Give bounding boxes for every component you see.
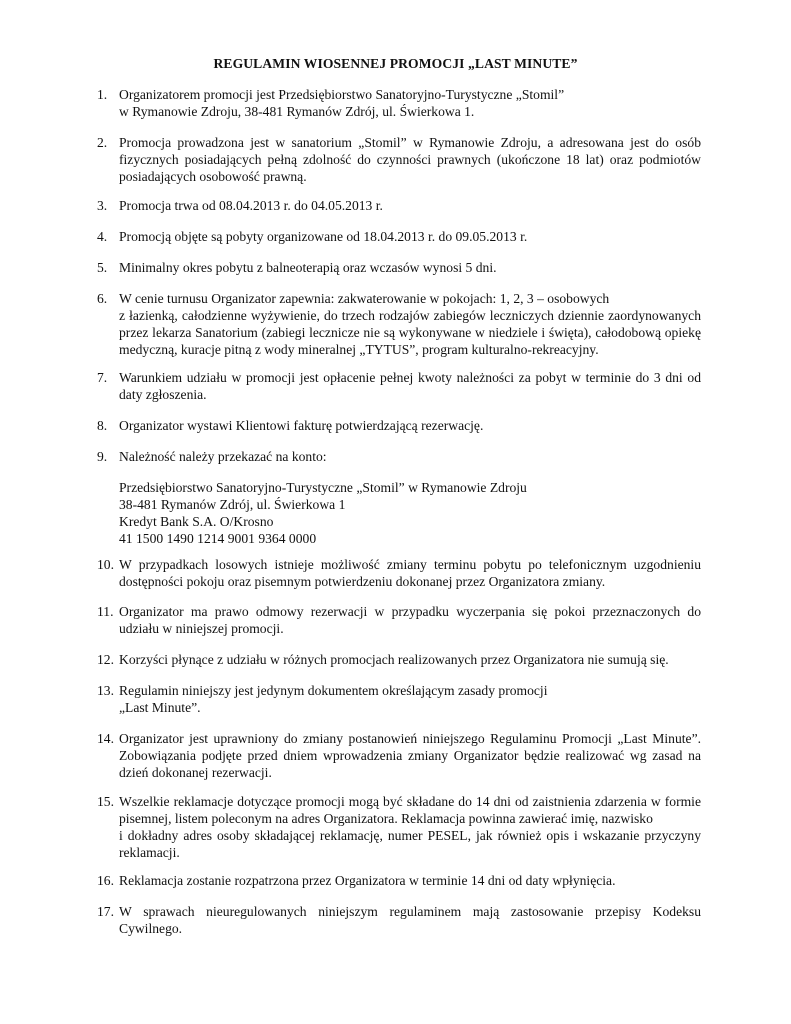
item-text	[119, 730, 701, 781]
item-text-line: daty zgłoszenia.	[119, 387, 207, 402]
document-title: REGULAMIN WIOSENNEJ PROMOCJI „LAST MINUTE”	[213, 56, 578, 71]
item-number: 8.	[97, 418, 108, 433]
item-number: 16.	[97, 873, 114, 888]
item-text	[119, 228, 701, 245]
bank-detail-line: 41 1500 1490 1214 9001 9364 0000	[119, 531, 317, 546]
item-text	[119, 682, 701, 716]
item-number: 5.	[97, 260, 108, 275]
item-text-line: z łazienką, całodzienne wyżywienie, do trzech rodzajów zabiegów leczniczych dziennie zaordynowanych	[119, 308, 701, 323]
item-text-line: w Rymanowie Zdroju, 38-481 Rymanów Zdrój, ul. Świerkowa 1.	[119, 104, 475, 119]
item-text-line: Wszelkie reklamacje dotyczące promocji mogą być składane do 14 dni od zaistnienia zdarzenia w formie	[119, 794, 701, 809]
item-text	[119, 417, 701, 434]
item-text	[119, 86, 701, 120]
item-number: 17.	[97, 904, 114, 919]
item-text	[119, 872, 701, 889]
item-number: 14.	[97, 731, 114, 746]
item-number: 10.	[97, 557, 114, 572]
item-text	[119, 259, 701, 276]
item-number: 4.	[97, 229, 108, 244]
item-number: 11.	[97, 604, 114, 619]
item-number: 3.	[97, 198, 108, 213]
item-text-line: reklamacji.	[119, 845, 180, 860]
item-text	[119, 903, 701, 937]
item-text	[119, 556, 701, 590]
item-text-line: Regulamin niniejszy jest jedynym dokumentem określającym zasady promocji	[119, 683, 548, 698]
item-text	[119, 134, 701, 185]
item-text-line: pisemnej, listem poleconym na adres Organizatora. Reklamacja powinna zawierać imię, nazwisko	[119, 811, 653, 826]
item-text-line: W przypadkach losowych istnieje możliwość zmiany terminu pobytu po telefonicznym uzgodnieniu	[119, 557, 701, 572]
item-text	[119, 793, 701, 861]
item-text-line: Promocja trwa od 08.04.2013 r. do 04.05.2013 r.	[119, 198, 383, 213]
item-text	[119, 651, 701, 668]
item-text-line: Promocja prowadzona jest w sanatorium „Stomil” w Rymanowie Zdroju, a adresowana jest do osób	[119, 135, 701, 150]
item-number: 1.	[97, 87, 108, 102]
item-text	[119, 603, 701, 637]
item-text-line: Reklamacja zostanie rozpatrzona przez Organizatora w terminie 14 dni od daty wpłynięcia.	[119, 873, 616, 888]
item-text	[119, 197, 701, 214]
item-number: 2.	[97, 135, 108, 150]
item-number: 7.	[97, 370, 108, 385]
item-text-line: Promocją objęte są pobyty organizowane od 18.04.2013 r. do 09.05.2013 r.	[119, 229, 528, 244]
item-text	[119, 448, 701, 547]
item-text-line: „Last Minute”.	[119, 700, 201, 715]
item-text-line: przez lekarza Sanatorium (zabiegi lecznicze nie są wykonywane w niedziele i święta), całodobową opiekę	[119, 325, 701, 340]
item-text	[119, 290, 701, 358]
item-text-line: Organizator wystawi Klientowi fakturę potwierdzającą rezerwację.	[119, 418, 484, 433]
item-number: 12.	[97, 652, 114, 667]
item-text-line: Minimalny okres pobytu z balneoterapią oraz wczasów wynosi 5 dni.	[119, 260, 497, 275]
item-number: 6.	[97, 291, 108, 306]
item-text-line: Korzyści płynące z udziału w różnych promocjach realizowanych przez Organizatora nie sumują się.	[119, 652, 669, 667]
item-text-line: W cenie turnusu Organizator zapewnia: zakwaterowanie w pokojach: 1, 2, 3 – osobowych	[119, 291, 610, 306]
item-number: 9.	[97, 449, 108, 464]
item-text-line: dostępności pokoju oraz pisemnym potwierdzeniu dokonanej przez Organizatora zmiany.	[119, 574, 606, 589]
item-text-line: Cywilnego.	[119, 921, 183, 936]
item-text	[119, 369, 701, 403]
item-text-line: posiadających osobowość prawną.	[119, 169, 307, 184]
item-text-line: dzień dokonanej rezerwacji.	[119, 765, 272, 780]
item-text-line: i dokładny adres osoby składającej reklamację, numer PESEL, jak również opis i wskazanie przyczyny	[119, 828, 701, 843]
item-text-line: Organizator jest uprawniony do zmiany postanowień niniejszego Regulaminu Promocji „Last Minute”.	[119, 731, 701, 746]
bank-account-details	[119, 479, 701, 547]
item-text-line: W sprawach nieuregulowanych niniejszym regulaminem mają zastosowanie przepisy Kodeksu	[119, 904, 701, 919]
item-text-line: Organizatorem promocji jest Przedsiębiorstwo Sanatoryjno-Turystyczne „Stomil”	[119, 87, 565, 102]
item-number: 13.	[97, 683, 114, 698]
bank-detail-line: Przedsiębiorstwo Sanatoryjno-Turystyczne „Stomil” w Rymanowie Zdroju	[119, 480, 527, 495]
item-text-line: medyczną, kuracje pitną z wody mineralnej „TYTUS”, program kulturalno-rekreacyjny.	[119, 342, 599, 357]
item-text-line: Należność należy przekazać na konto:	[119, 449, 327, 464]
item-text-line: udziału w niniejszej promocji.	[119, 621, 284, 636]
item-text-line: Zobowiązania podjęte przed dniem wprowadzenia zmiany Organizator będzie realizować wg zasad na	[119, 748, 701, 763]
bank-detail-line: Kredyt Bank S.A. O/Krosno	[119, 514, 274, 529]
item-number: 15.	[97, 794, 114, 809]
bank-detail-line: 38-481 Rymanów Zdrój, ul. Świerkowa 1	[119, 497, 346, 512]
item-text-line: fizycznych posiadających pełną zdolność do czynności prawnych (ukończone 18 lat) oraz podmiotów	[119, 152, 701, 167]
item-text-line: Warunkiem udziału w promocji jest opłacenie pełnej kwoty należności za pobyt w terminie do 3 dni od	[119, 370, 701, 385]
item-text-line: Organizator ma prawo odmowy rezerwacji w przypadku wyczerpania się pokoi przeznaczonych do	[119, 604, 701, 619]
